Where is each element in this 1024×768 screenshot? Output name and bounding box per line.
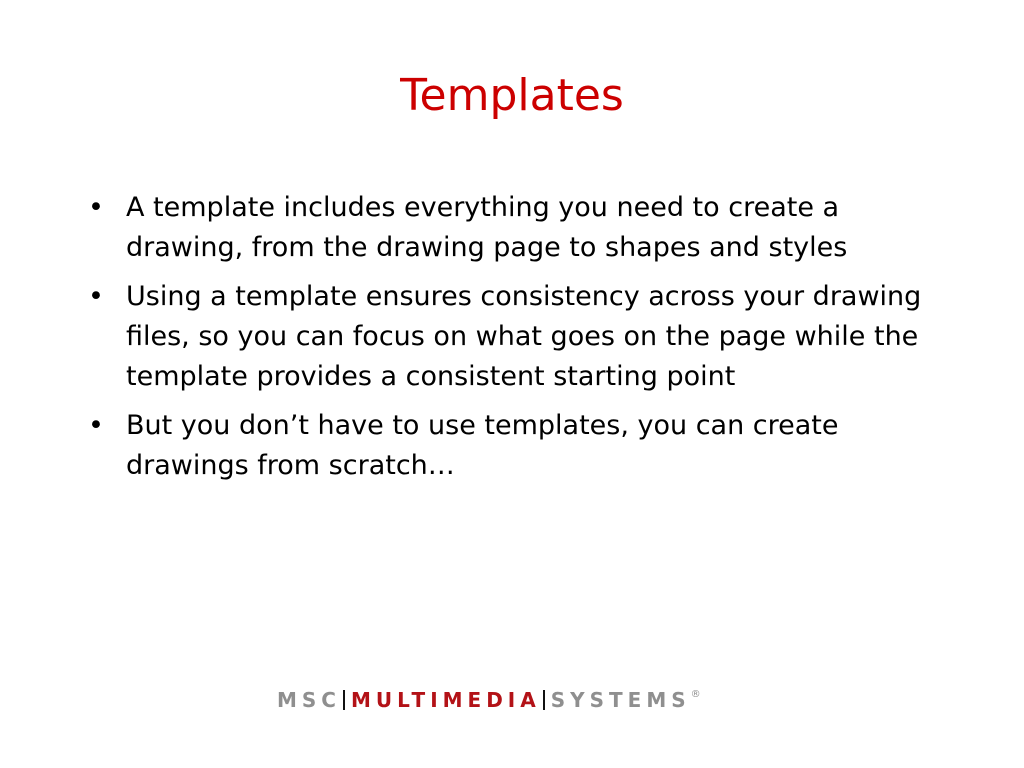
msc-multimedia-systems-logo <box>277 680 737 710</box>
bullet-marker: • <box>88 192 104 223</box>
bullet-text: But you don’t have to use templates, you can create drawings from scratch… <box>126 410 839 481</box>
logo-divider <box>543 690 545 710</box>
logo-text-msc: MSC <box>277 688 341 712</box>
logo-text-multimedia: MULTIMEDIA <box>350 688 541 712</box>
slide-title: Templates <box>400 70 624 121</box>
logo-divider <box>343 690 345 710</box>
registered-mark: ® <box>690 689 701 700</box>
logo-text-systems: SYSTEMS <box>550 688 691 712</box>
bullet-item <box>84 406 944 486</box>
bullet-item <box>84 277 944 397</box>
bullet-item <box>84 188 944 268</box>
bullet-marker: • <box>88 281 104 312</box>
bullet-marker: • <box>88 410 104 441</box>
bullet-list <box>84 188 944 495</box>
bullet-text: Using a template ensures consistency across your drawing files, so you can focus on what goes on the page while the template provides a consistent starting point <box>126 281 922 392</box>
bullet-text: A template includes everything you need to create a drawing, from the drawing page to shapes and styles <box>126 192 848 263</box>
